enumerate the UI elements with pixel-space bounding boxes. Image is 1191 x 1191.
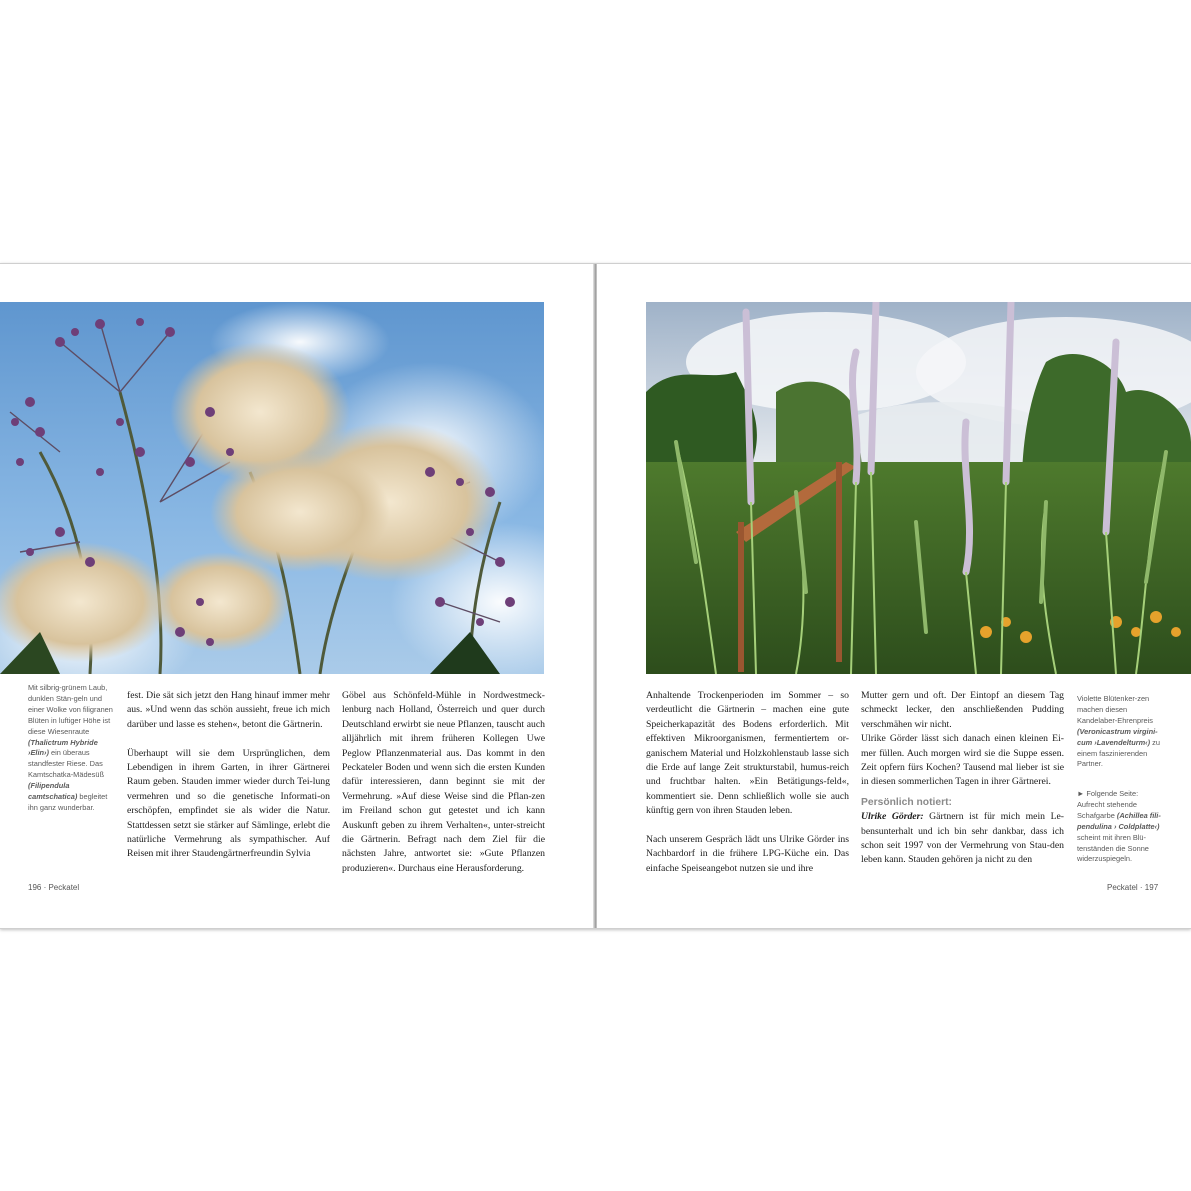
meadow-rue-photo — [0, 302, 544, 674]
caption-text: ein überaus standfester Riese. Das Kamtschatka-Mädesüß — [28, 748, 104, 780]
text-column-3 — [646, 689, 849, 876]
page-number-left: 196 · Peckatel — [28, 883, 80, 892]
photo-caption-left — [28, 683, 114, 814]
caption-species: (Filipendula camtschatica) — [28, 781, 78, 802]
caption-text: Mit silbrig-grünem Laub, dunklen Stän-geln und einer Wolke von filigranen Blüten in luftiger Höhe ist diese Wiesenraute — [28, 683, 113, 736]
caption-text: ► Folgende Seite: Aufrecht stehende Schafgarbe — [1077, 789, 1139, 820]
next-page-caption — [1077, 789, 1163, 865]
left-page — [0, 264, 595, 928]
caption-text: begleitet ihn ganz wunderbar. — [28, 792, 108, 812]
text-column-1 — [127, 689, 330, 862]
caption-species: (Achillea fili-pendulina › Coldplatte‹) — [1077, 810, 1161, 831]
caption-text: Violette Blütenker-zen machen diesen Kandelaber-Ehrenpreis — [1077, 694, 1154, 725]
text-column-2 — [342, 689, 545, 876]
page-number-right: Peckatel · 197 — [1107, 883, 1159, 892]
caption-species: (Veronicastrum virgini-cum ›Lavendelturm‹) — [1077, 726, 1158, 747]
paragraph-text: Gärtnern ist für mich mein Le-bensunterhalt und ich bin sehr dankbar, dass ich schon seit 1997 von der Vermehrung von Stau-den leben kann. Stauden gehören ja nicht zu den — [861, 811, 1065, 866]
paragraph — [861, 810, 1064, 868]
veronicastrum-photo — [646, 302, 1191, 674]
paragraph: Anhaltende Trockenperioden im Sommer – so verdeutlicht die Gärtnerin – machen eine gute Speicherkapazität des Bodens erforderlich. Mit effektiven Mikroorganismen, fermentiertem or-ganischem Material und Holzkohlenstaub lasse sich die Erde auf lange Zeit strukturstabil, humus-reich und fruchtbar halten. »Ein Betätigungs-feld«, kommentiert sie. Denn schließlich wolle sie auch künftig gern von ihren Stauden leben. — [646, 690, 849, 817]
book-spread — [0, 263, 1191, 929]
caption-text: scheint mit ihren Blü-tenständen die Sonne widerzuspiegeln. — [1077, 832, 1149, 864]
caption-text: zu einem faszinierenden Partner. — [1077, 737, 1160, 769]
photo-caption-right — [1077, 694, 1163, 770]
section-heading: Persönlich notiert: — [861, 796, 952, 808]
text-column-4 — [861, 689, 1064, 868]
paragraph: Göbel aus Schönfeld-Mühle in Nordwestmeck-lenburg nach Holland, Österreich und quer durch Deutschland erwirbt sie neue Pflanzen, tauscht auch alljährlich mit ihrem früheren Kollegen Uwe Peglow Pflanzenmaterial aus. Das kommt in den Peckateler Boden und wenn sich die ersten Kunden dafür interessieren, dann beginnt sie mit der Vermehrung. »Auf diese Weise sind die Pflan-zen im Freiland schon gut getestet und ich kann Auskunft geben zu ihrem Verhalten«, unter-streicht die Gärtnerin. Befragt nach dem Ziel für die nächsten Jahre, antwortet sie: »Gute Pflanzen produzieren«. Durchaus eine Herausforderung. — [342, 690, 545, 874]
person-name: Ulrike Görder: — [861, 811, 924, 823]
paragraph: Ulrike Görder lässt sich danach einen kleinen Ei-mer füllen. Auch morgen wird sie die Suppe essen. Zeit opfern fürs Kochen? Tausend mal lieber ist sie in diesen sommerlichen Tagen in ihrer Gärtnerei. — [861, 733, 1064, 788]
paragraph: fest. Die sät sich jetzt den Hang hinauf immer mehr aus. »Und wenn das schön aussieht, freue ich mich darüber und lasse es stehen«, betont die Gärtnerin. — [127, 690, 330, 730]
right-page — [597, 264, 1191, 928]
paragraph: Mutter gern und oft. Der Eintopf an diesem Tag schmeckt lecker, den anschließenden Pudding verschmähen wir nicht. — [861, 690, 1064, 730]
paragraph: Überhaupt will sie dem Ursprünglichen, dem Lebendigen in ihrem Garten, in ihrer Gärtnerei Raum geben. Stauden immer wieder durch Tei-lung vermehren und so die genetische Informati-on erschöpfen, empfindet sie als wider die Natur. Stattdessen setzt sie stärker auf Sämlinge, erlebt die natürliche Vermehrung als sympathischer. Auf Reisen mit ihrer Staudengärtnerfreundin Sylvia — [127, 747, 330, 860]
paragraph: Nach unserem Gespräch lädt uns Ulrike Görder ins Nachbardorf in die frühere LPG-Küche ein. Das einfache Speiseangebot nutzen sie und ihre — [646, 834, 849, 874]
caption-species: (Thalictrum Hybride ›Elin›) — [28, 737, 98, 758]
